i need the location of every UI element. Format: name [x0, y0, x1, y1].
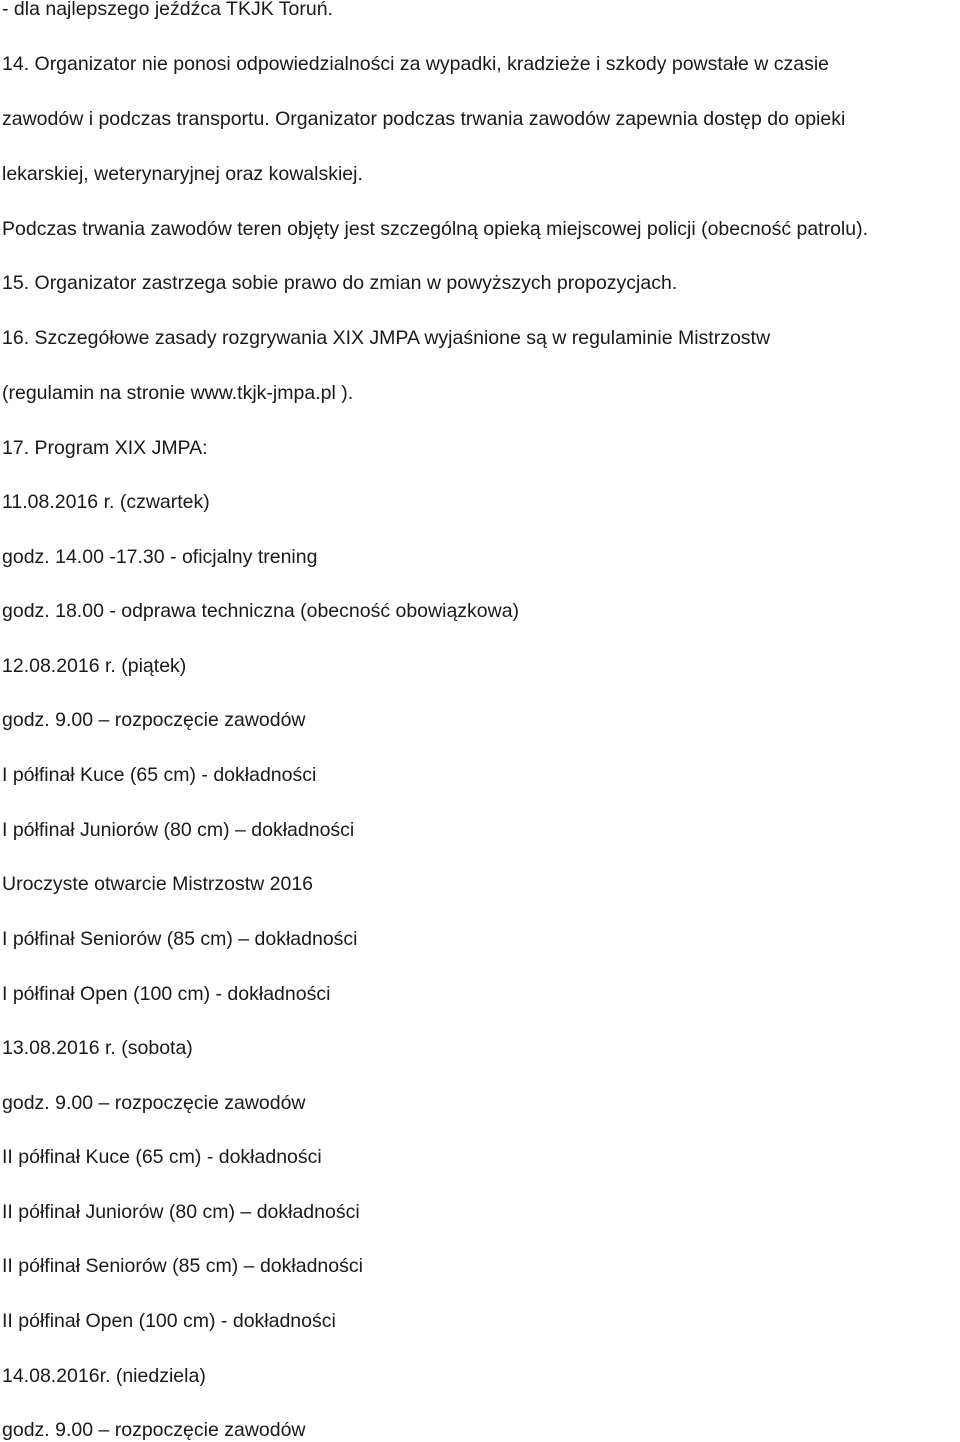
text-line: I półfinał Seniorów (85 cm) – dokładności — [2, 928, 358, 950]
text-line: I półfinał Juniorów (80 cm) – dokładności — [2, 819, 355, 841]
text-line: lekarskiej, weterynaryjnej oraz kowalskiej. — [2, 163, 363, 185]
text-line: Uroczyste otwarcie Mistrzostw 2016 — [2, 873, 314, 895]
text-line: I półfinał Open (100 cm) - dokładności — [2, 983, 331, 1005]
text-line: I półfinał Kuce (65 cm) - dokładności — [2, 764, 317, 786]
text-line: II półfinał Open (100 cm) - dokładności — [2, 1310, 336, 1332]
text-line: godz. 9.00 – rozpoczęcie zawodów — [2, 1092, 306, 1114]
text-line: 17. Program XIX JMPA: — [2, 437, 208, 459]
text-line: 15. Organizator zastrzega sobie prawo do zmian w powyższych propozycjach. — [2, 272, 678, 294]
text-line: (regulamin na stronie www.tkjk-jmpa.pl ). — [2, 382, 354, 404]
text-line: 16. Szczegółowe zasady rozgrywania XIX JMPA wyjaśnione są w regulaminie Mistrzostw — [2, 327, 771, 349]
text-line: 12.08.2016 r. (piątek) — [2, 655, 187, 677]
text-line: godz. 9.00 – rozpoczęcie zawodów — [2, 709, 306, 731]
text-line: zawodów i podczas transportu. Organizator podczas trwania zawodów zapewnia dostęp do opieki — [2, 108, 846, 130]
text-line: godz. 14.00 -17.30 - oficjalny trening — [2, 546, 318, 568]
text-line: 14. Organizator nie ponosi odpowiedzialności za wypadki, kradzieże i szkody powstałe w czasie — [2, 53, 830, 75]
text-line: Podczas trwania zawodów teren objęty jest szczególną opieką miejscowej policji (obecność patrolu). — [2, 218, 869, 240]
text-line: II półfinał Seniorów (85 cm) – dokładności — [2, 1255, 363, 1277]
text-line: 13.08.2016 r. (sobota) — [2, 1037, 193, 1059]
text-line: II półfinał Kuce (65 cm) - dokładności — [2, 1146, 322, 1168]
text-line: - dla najlepszego jeźdźca TKJK Toruń. — [2, 0, 333, 20]
text-line: 11.08.2016 r. (czwartek) — [2, 491, 210, 513]
text-line: godz. 18.00 - odprawa techniczna (obecność obowiązkowa) — [2, 600, 520, 622]
text-line: II półfinał Juniorów (80 cm) – dokładności — [2, 1201, 360, 1223]
text-line: godz. 9.00 – rozpoczęcie zawodów — [2, 1419, 306, 1441]
text-line: 14.08.2016r. (niedziela) — [2, 1365, 206, 1387]
